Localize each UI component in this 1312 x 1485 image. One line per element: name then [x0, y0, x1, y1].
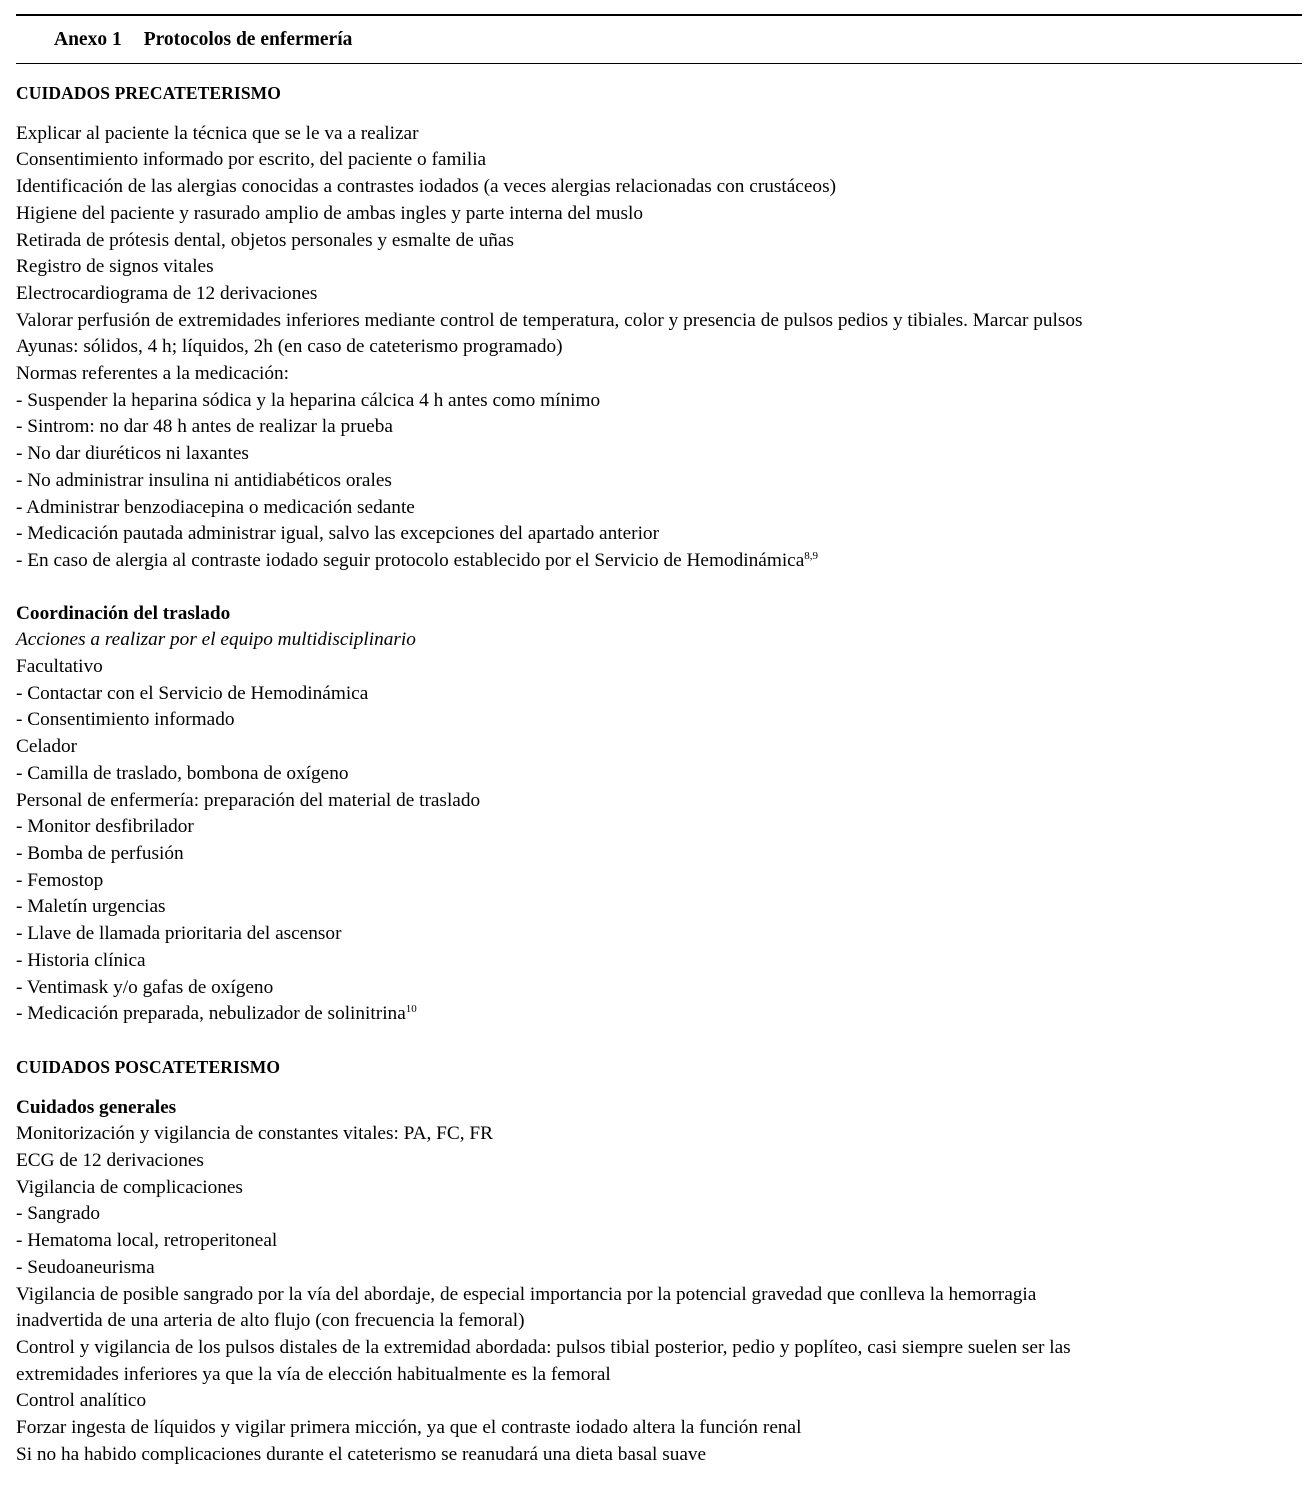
list-item: - No administrar insulina ni antidiabéticos orales	[16, 469, 392, 491]
list-item: Valorar perfusión de extremidades inferiores mediante control de temperatura, color y presencia de pulsos pedios y tibiales. Marcar pulsos	[16, 309, 1083, 331]
list-item: - Bomba de perfusión	[16, 842, 184, 864]
list-item: - Suspender la heparina sódica y la heparina cálcica 4 h antes como mínimo	[16, 389, 601, 411]
list-item: Personal de enfermería: preparación del material de traslado	[16, 789, 481, 811]
list-item: - Camilla de traslado, bombona de oxígeno	[16, 762, 349, 784]
list-item: extremidades inferiores ya que la vía de elección habitualmente es la femoral	[16, 1363, 611, 1385]
list-item: Facultativo	[16, 656, 103, 678]
annex-title: Protocolos de enfermería	[143, 28, 353, 50]
list-item: ECG de 12 derivaciones	[16, 1150, 204, 1172]
list-item: - Contactar con el Servicio de Hemodinámica	[16, 682, 369, 704]
list-item: - Hematoma local, retroperitoneal	[16, 1230, 278, 1252]
list-item: - Sintrom: no dar 48 h antes de realizar la prueba	[16, 416, 393, 438]
list-item: - Femostop	[16, 869, 104, 891]
section-heading-coord: Coordinación del traslado	[16, 602, 231, 624]
list-item: - Maletín urgencias	[16, 896, 166, 918]
reference-superscript: 8,9	[804, 549, 819, 562]
list-item: Vigilancia de complicaciones	[16, 1176, 243, 1198]
list-item: - Administrar benzodiacepina o medicación sedante	[16, 496, 415, 518]
list-item: Retirada de prótesis dental, objetos personales y esmalte de uñas	[16, 229, 514, 251]
list-item: Registro de signos vitales	[16, 256, 214, 278]
list-item-text: - En caso de alergia al contraste iodado seguir protocolo establecido por el Servicio de Hemodinámica	[16, 549, 805, 571]
list-item: Control y vigilancia de los pulsos distales de la extremidad abordada: pulsos tibial posterior, pedio y poplíteo, casi siempre suelen ser las	[16, 1336, 1071, 1358]
list-item: Electrocardiograma de 12 derivaciones	[16, 282, 318, 304]
list-item: Normas referentes a la medicación:	[16, 363, 290, 385]
list-item: - Monitor desfibrilador	[16, 816, 194, 838]
annex-title-row	[16, 16, 1302, 63]
list-item	[16, 1001, 1302, 1028]
list-item: inadvertida de una arteria de alto flujo (con frecuencia la femoral)	[16, 1310, 525, 1332]
list-item: Consentimiento informado por escrito, del paciente o familia	[16, 149, 487, 171]
list-item: - Medicación pautada administrar igual, salvo las excepciones del apartado anterior	[16, 523, 659, 545]
list-item: Celador	[16, 736, 78, 758]
list-item: - Historia clínica	[16, 949, 146, 971]
section-subheading-coord: Acciones a realizar por el equipo multidisciplinario	[16, 629, 416, 651]
list-item: - Ventimask y/o gafas de oxígeno	[16, 976, 274, 998]
list-item: - Llave de llamada prioritaria del ascensor	[16, 923, 342, 945]
list-item: Identificación de las alergias conocidas a contrastes iodados (a veces alergias relacionadas con crustáceos)	[16, 176, 836, 198]
list-item: Higiene del paciente y rasurado amplio de ambas ingles y parte interna del muslo	[16, 202, 643, 224]
list-item	[16, 548, 1302, 575]
list-item: - Seudoaneurisma	[16, 1256, 155, 1278]
list-item-text: - Medicación preparada, nebulizador de solinitrina	[16, 1003, 406, 1025]
list-item: Forzar ingesta de líquidos y vigilar primera micción, ya que el contraste iodado altera la función renal	[16, 1417, 802, 1439]
list-item: Si no ha habido complicaciones durante el cateterismo se reanudará una dieta basal suave	[16, 1443, 707, 1465]
annex-label: Anexo 1	[54, 28, 122, 50]
section-subheading-post: Cuidados generales	[16, 1096, 177, 1118]
list-item: Vigilancia de posible sangrado por la vía del abordaje, de especial importancia por la potencial gravedad que conlleva la hemorragia	[16, 1283, 1037, 1305]
list-item: Monitorización y vigilancia de constantes vitales: PA, FC, FR	[16, 1123, 493, 1145]
section-heading-pre: CUIDADOS PRECATETERISMO	[16, 83, 281, 103]
list-item: - Consentimiento informado	[16, 709, 235, 731]
reference-superscript: 10	[405, 1003, 417, 1016]
section-heading-post: CUIDADOS POSCATETERISMO	[16, 1056, 281, 1077]
list-item: Ayunas: sólidos, 4 h; líquidos, 2h (en caso de cateterismo programado)	[16, 336, 563, 358]
list-item: Explicar al paciente la técnica que se le va a realizar	[16, 122, 419, 144]
annex-page	[16, 14, 1302, 1468]
list-item: - No dar diuréticos ni laxantes	[16, 443, 249, 465]
annex-body	[16, 64, 1302, 1468]
list-item: Control analítico	[16, 1390, 147, 1412]
list-item: - Sangrado	[16, 1203, 101, 1225]
